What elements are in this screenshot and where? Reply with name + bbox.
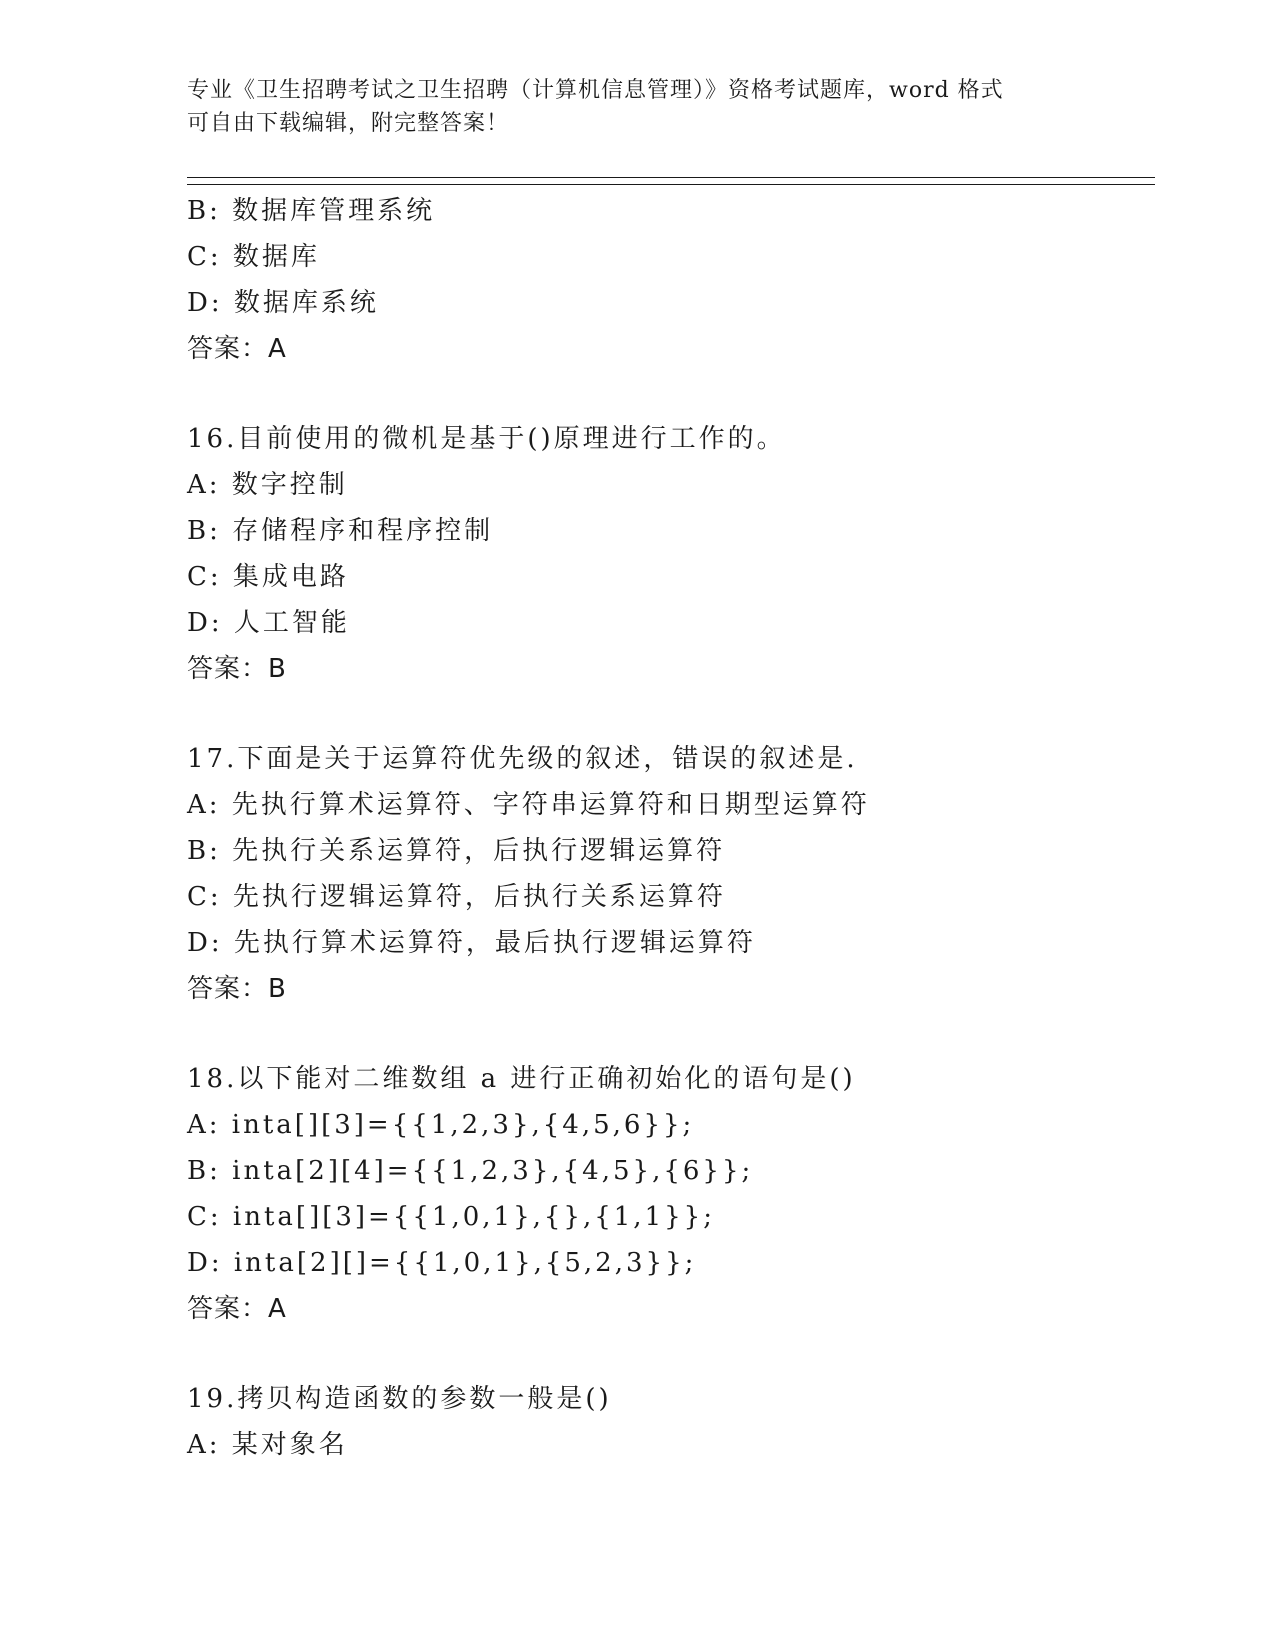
option-a: A: 先执行算术运算符、字符串运算符和日期型运算符 bbox=[187, 790, 870, 820]
question-18 bbox=[187, 1056, 1155, 1332]
option-b: B: 先执行关系运算符，后执行逻辑运算符 bbox=[187, 836, 726, 866]
option-a: A: 某对象名 bbox=[187, 1430, 348, 1460]
answer-line: 答案：B bbox=[187, 654, 287, 684]
option-c: C: 先执行逻辑运算符，后执行关系运算符 bbox=[187, 882, 726, 912]
answer-line: 答案：A bbox=[187, 1294, 287, 1324]
option-d: D: 先执行算术运算符，最后执行逻辑运算符 bbox=[187, 928, 756, 958]
question-list bbox=[187, 188, 1155, 1468]
question-continued bbox=[187, 188, 1155, 372]
option-c: C: inta[][3]={{1,0,1},{},{1,1}}; bbox=[187, 1202, 715, 1232]
option-d: D: 人工智能 bbox=[187, 608, 350, 638]
answer-line: 答案：B bbox=[187, 974, 287, 1004]
option-a: A: inta[][3]={{1,2,3},{4,5,6}}; bbox=[187, 1110, 695, 1140]
option-b: B: 存储程序和程序控制 bbox=[187, 516, 494, 546]
answer-line: 答案：A bbox=[187, 334, 287, 364]
option-c: C: 数据库 bbox=[187, 242, 320, 272]
header-divider bbox=[187, 177, 1155, 185]
question-stem: 17.下面是关于运算符优先级的叙述，错误的叙述是. bbox=[187, 744, 858, 774]
page-header bbox=[187, 74, 1087, 140]
option-c: C: 集成电路 bbox=[187, 562, 349, 592]
option-a: A: 数字控制 bbox=[187, 470, 348, 500]
question-stem: 19.拷贝构造函数的参数一般是() bbox=[187, 1384, 612, 1414]
question-19 bbox=[187, 1376, 1155, 1468]
question-17 bbox=[187, 736, 1155, 1012]
header-line-2: 可自由下载编辑，附完整答案！ bbox=[187, 111, 510, 136]
option-d: D: 数据库系统 bbox=[187, 288, 379, 318]
option-b: B: 数据库管理系统 bbox=[187, 196, 436, 226]
question-stem: 16.目前使用的微机是基于()原理进行工作的。 bbox=[187, 424, 786, 454]
header-line-1: 专业《卫生招聘考试之卫生招聘（计算机信息管理）》资格考试题库，word 格式 bbox=[187, 78, 1004, 103]
question-16 bbox=[187, 416, 1155, 692]
option-b: B: inta[2][4]={{1,2,3},{4,5},{6}}; bbox=[187, 1156, 754, 1186]
option-d: D: inta[2][]={{1,0,1},{5,2,3}}; bbox=[187, 1248, 697, 1278]
question-stem: 18.以下能对二维数组 a 进行正确初始化的语句是() bbox=[187, 1064, 856, 1094]
